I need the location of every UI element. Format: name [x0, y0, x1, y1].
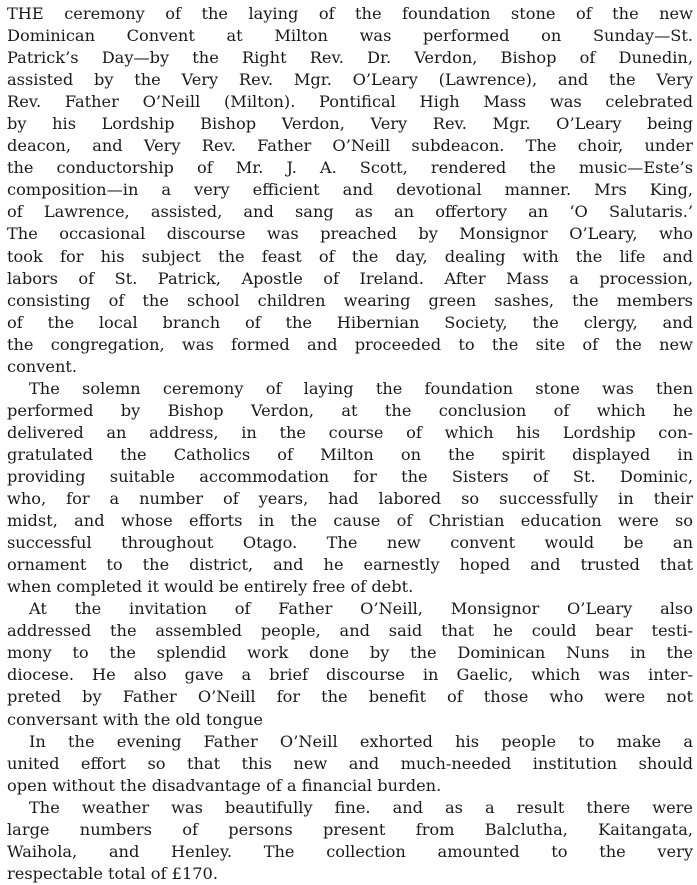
text-line: when completed it would be entirely free of debt.: [7, 577, 414, 597]
text-line: successful throughout Otago. The new convent would be an: [7, 533, 693, 553]
text-line: diocese. He also gave a brief discourse in Gaelic, which was inter-: [7, 665, 693, 685]
paragraph-foundation-stone: [7, 378, 693, 598]
text-line: respectable total of £170.: [7, 863, 219, 883]
text-line: the conductorship of Mr. J. A. Scott, rendered the music—Este’s: [7, 158, 693, 178]
text-line: open without the disadvantage of a financial burden.: [7, 775, 442, 795]
text-line: providing suitable accommodation for the Sisters of St. Dominic,: [7, 466, 693, 486]
text-line: midst, and whose efforts in the cause of Christian education were so: [7, 511, 693, 531]
text-line: Waihola, and Henley. The collection amounted to the very: [7, 841, 693, 861]
text-line: assisted by the Very Rev. Mgr. O’Leary (Lawrence), and the Very: [7, 70, 693, 90]
text-line: At the invitation of Father O’Neill, Monsignor O’Leary also: [29, 599, 693, 619]
text-line: delivered an address, in the course of which his Lordship con-: [7, 422, 693, 442]
text-line: labors of St. Patrick, Apostle of Ireland. After Mass a procession,: [7, 268, 693, 288]
text-line: gratulated the Catholics of Milton on the spirit displayed in: [7, 444, 693, 464]
text-line: Patrick’s Day—by the Right Rev. Dr. Verdon, Bishop of Dunedin,: [7, 48, 693, 68]
text-line: performed by Bishop Verdon, at the conclusion of which he: [7, 400, 693, 420]
text-line: preted by Father O’Neill for the benefit of those who were not: [7, 687, 693, 707]
text-line: conversant with the old tongue: [7, 709, 263, 729]
text-line: mony to the splendid work done by the Dominican Nuns in the: [7, 643, 693, 663]
text-line: the congregation, was formed and proceeded to the site of the new: [7, 334, 693, 354]
text-line: who, for a number of years, had labored so successfully in their: [7, 489, 693, 509]
text-line: of Lawrence, assisted, and sang as an offertory an ‘O Salutaris.’: [7, 202, 693, 222]
text-line: convent.: [7, 356, 78, 376]
text-line: united effort so that this new and much-needed institution should: [7, 753, 693, 773]
text-line: composition—in a very efficient and devotional manner. Mrs King,: [7, 180, 693, 200]
text-line: In the evening Father O’Neill exhorted his people to make a: [29, 731, 693, 751]
text-line: large numbers of persons present from Balclutha, Kaitangata,: [7, 819, 693, 839]
text-line: Rev. Father O’Neill (Milton). Pontifical High Mass was celebrated: [7, 92, 693, 112]
text-line: consisting of the school children wearing green sashes, the members: [7, 290, 693, 310]
paragraph-evening: [7, 731, 693, 797]
newspaper-article: [7, 3, 693, 885]
text-line: addressed the assembled people, and said that he could bear testi-: [7, 621, 693, 641]
text-line: took for his subject the feast of the day, dealing with the life and: [7, 246, 693, 266]
text-line: THE ceremony of the laying of the foundation stone of the new: [7, 4, 693, 23]
paragraph-weather-collection: [7, 797, 693, 885]
text-line: The solemn ceremony of laying the foundation stone was then: [29, 378, 693, 398]
text-line: The weather was beautifully fine. and as a result there were: [29, 797, 693, 817]
text-line: of the local branch of the Hibernian Society, the clergy, and: [7, 312, 693, 332]
text-line: deacon, and Very Rev. Father O’Neill subdeacon. The choir, under: [7, 136, 693, 156]
text-line: Dominican Convent at Milton was performed on Sunday—St.: [7, 26, 693, 46]
paragraph-ceremony: [7, 3, 693, 378]
text-line: The occasional discourse was preached by Monsignor O’Leary, who: [7, 224, 693, 244]
paragraph-monsignor-address: [7, 598, 693, 730]
text-line: ornament to the district, and he earnestly hoped and trusted that: [7, 555, 693, 575]
text-line: by his Lordship Bishop Verdon, Very Rev. Mgr. O’Leary being: [7, 114, 693, 134]
